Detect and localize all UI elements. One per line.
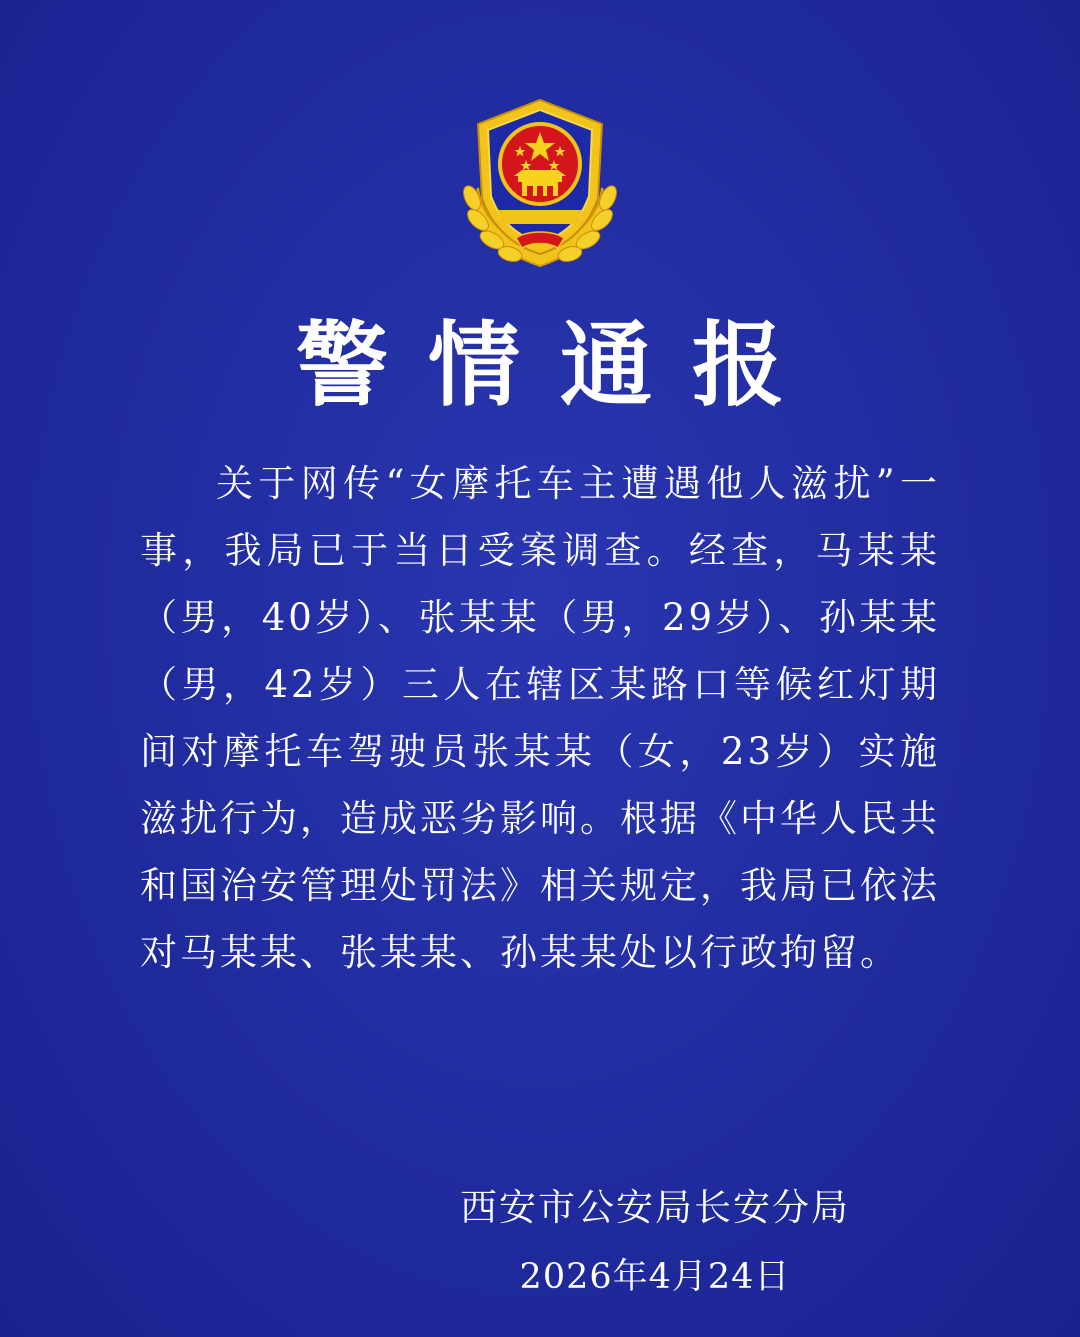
issuing-authority: 西安市公安局长安分局: [460, 1186, 850, 1229]
issue-date: 2026年4月24日: [519, 1257, 791, 1297]
police-badge-icon: [458, 98, 622, 270]
notice-body: 关于网传“女摩托车主遭遇他人滋扰”一事，我局已于当日受案调查。经查，马某某（男，40岁）、张某某（男，29岁）、孙某某（男，42岁）三人在辖区某路口等候红灯期间对摩托车驾驶员张某某（女，23岁）实施滋扰行为，造成恶劣影响。根据《中华人民共和国治安管理处罚法》相关规定，我局已依法对马某某、张某某、孙某某处以行政拘留。: [140, 462, 940, 974]
page-title: 警情通报: [295, 311, 824, 419]
